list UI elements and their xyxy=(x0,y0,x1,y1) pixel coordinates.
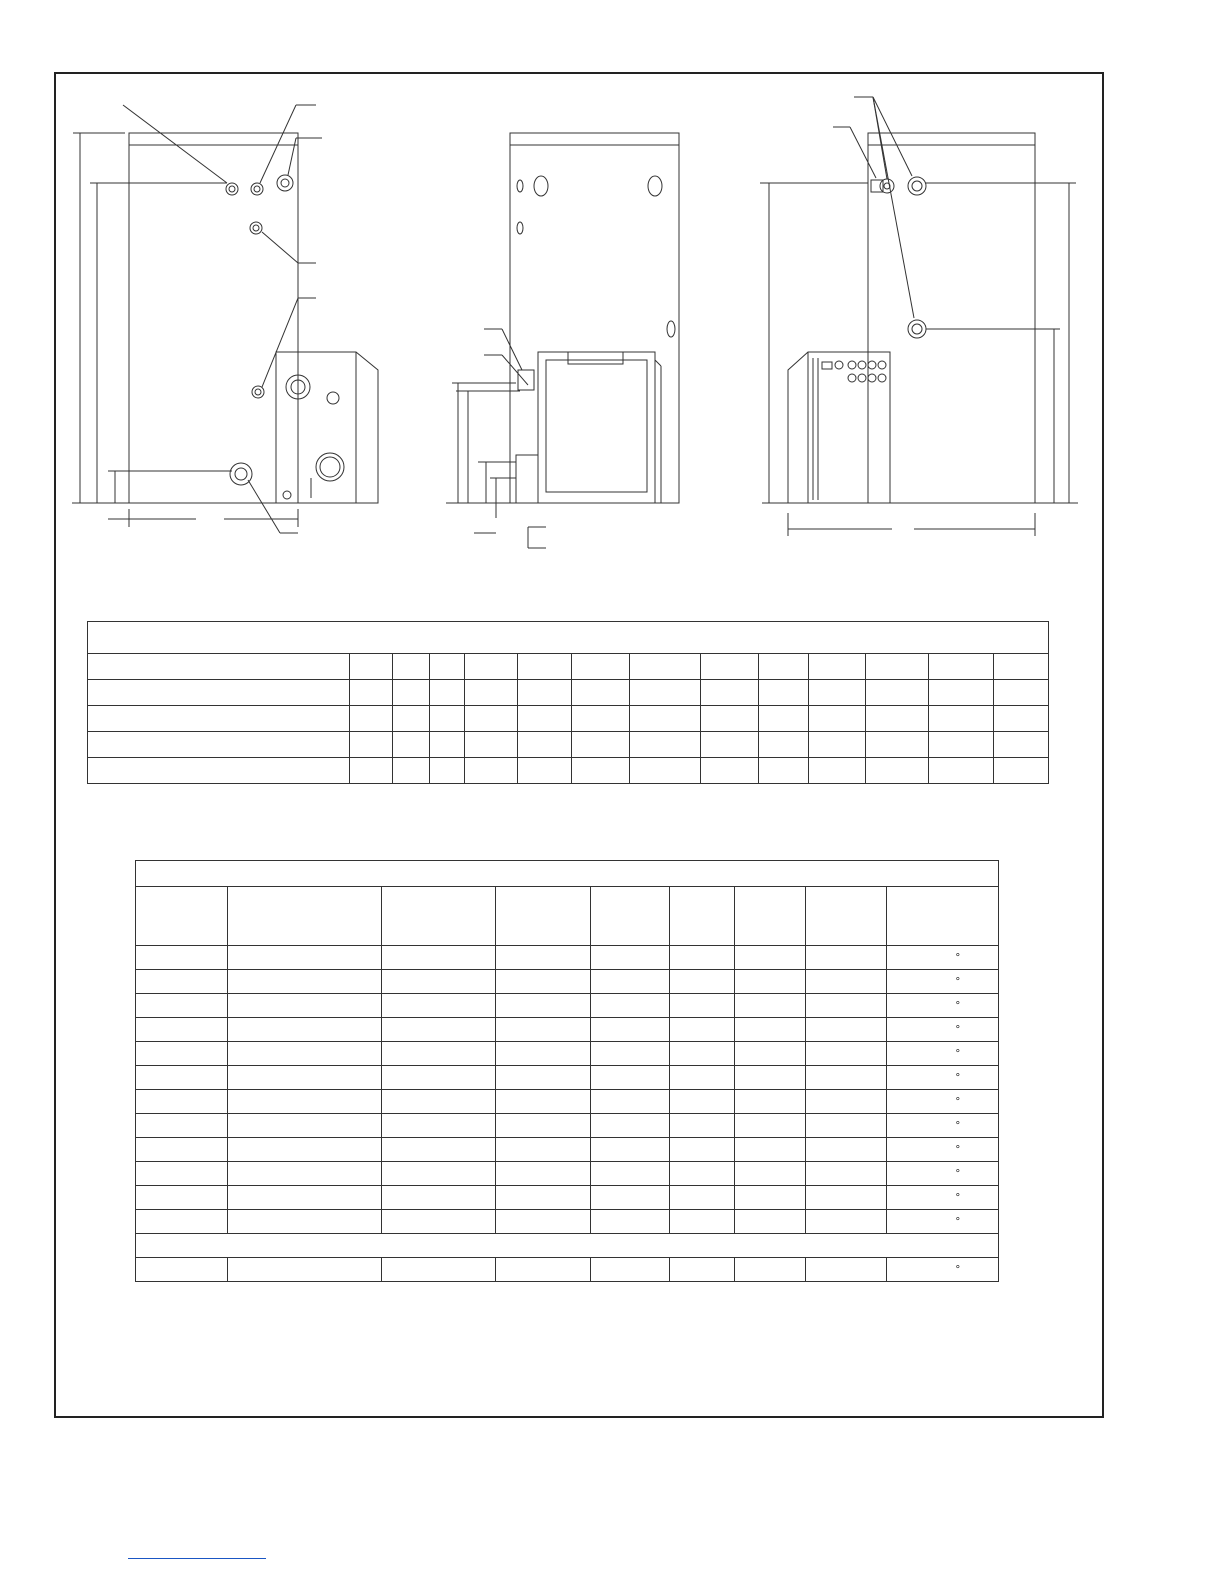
degree-symbol: ° xyxy=(887,1210,999,1234)
table-row xyxy=(136,1258,999,1282)
table-row xyxy=(136,1018,999,1042)
degree-symbol: ° xyxy=(887,1018,999,1042)
degree-symbol: ° xyxy=(887,970,999,994)
table-row xyxy=(136,1138,999,1162)
dimensions-table xyxy=(87,621,1049,784)
table-row xyxy=(136,1090,999,1114)
table-row xyxy=(88,758,1049,784)
table-row xyxy=(88,680,1049,706)
boiler-elevation-drawings xyxy=(0,0,1224,600)
table-row xyxy=(136,1042,999,1066)
table-row xyxy=(136,1210,999,1234)
table-row xyxy=(136,946,999,970)
degree-symbol: ° xyxy=(887,1258,999,1282)
right-elevation-view xyxy=(760,97,1078,536)
degree-symbol: ° xyxy=(887,1066,999,1090)
table-header-row xyxy=(136,887,999,946)
front-elevation-view xyxy=(446,133,679,548)
table-row xyxy=(136,1114,999,1138)
table-section-row xyxy=(136,1234,999,1258)
degree-symbol: ° xyxy=(887,994,999,1018)
table-title-row xyxy=(136,861,999,887)
degree-symbol: ° xyxy=(887,1138,999,1162)
table-row xyxy=(136,1162,999,1186)
table-header-row xyxy=(88,654,1049,680)
left-elevation-view xyxy=(72,105,378,533)
table-row xyxy=(136,1186,999,1210)
table-row xyxy=(88,706,1049,732)
degree-symbol: ° xyxy=(887,1042,999,1066)
ratings-table xyxy=(135,860,999,1282)
table-row xyxy=(136,1066,999,1090)
table-title-row xyxy=(88,622,1049,654)
degree-symbol: ° xyxy=(887,1114,999,1138)
degree-symbol: ° xyxy=(887,946,999,970)
table-row xyxy=(136,970,999,994)
table-row xyxy=(136,994,999,1018)
footer-link-underline[interactable] xyxy=(128,1558,266,1559)
degree-symbol: ° xyxy=(887,1090,999,1114)
degree-symbol: ° xyxy=(887,1186,999,1210)
degree-symbol: ° xyxy=(887,1162,999,1186)
table-row xyxy=(88,732,1049,758)
